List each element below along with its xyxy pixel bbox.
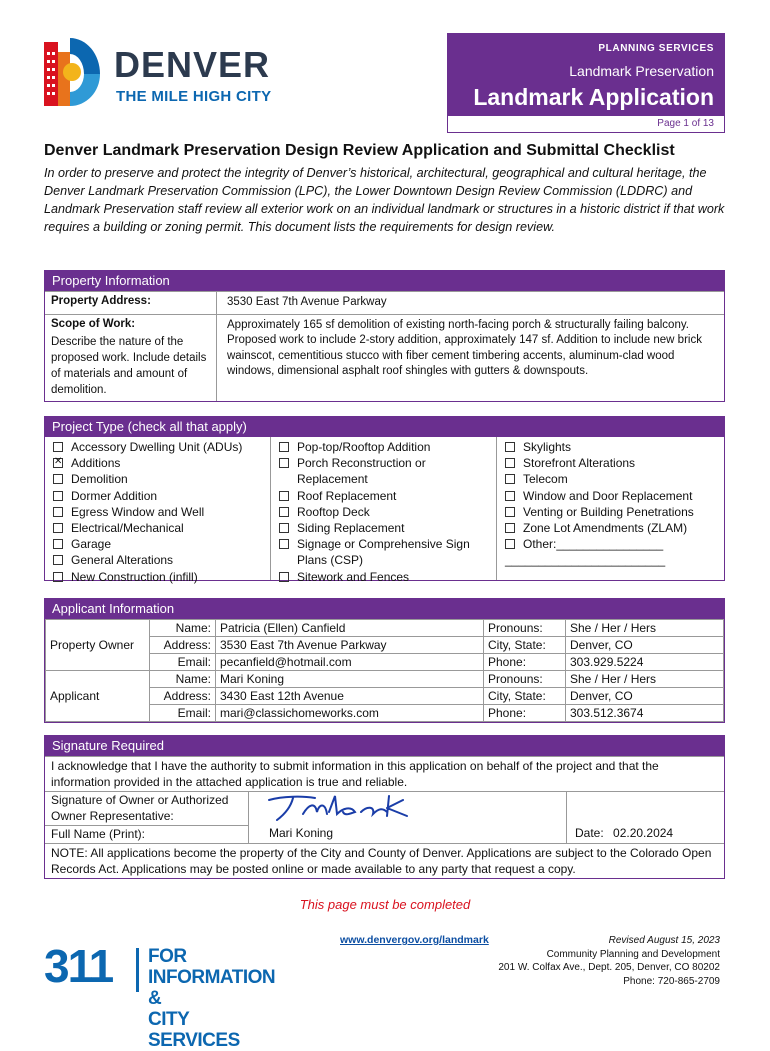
applicant-phone-field[interactable]: 303.512.3674	[566, 705, 724, 722]
checkbox-item[interactable]	[505, 504, 716, 520]
checkbox[interactable]	[279, 507, 289, 517]
applicant-name-field[interactable]: Mari Koning	[216, 671, 484, 688]
checkbox[interactable]	[53, 555, 63, 565]
checkbox[interactable]	[53, 539, 63, 549]
owner-city-field[interactable]: Denver, CO	[566, 637, 724, 654]
checkbox-label: Storefront Alterations	[523, 456, 636, 471]
landmark-website-link[interactable]: www.denvergov.org/landmark	[340, 934, 489, 946]
page-number: Page 1 of 13	[657, 118, 714, 129]
landmark-application-title: Landmark Application	[473, 84, 714, 110]
checkbox-item[interactable]	[505, 455, 716, 471]
project-type-section	[44, 416, 725, 584]
checkbox-label: Siding Replacement	[297, 521, 405, 536]
city-state-key: City, State:	[484, 637, 566, 654]
signature-field[interactable]	[249, 792, 567, 843]
property-information-heading: Property Information	[45, 271, 724, 291]
checkbox-label: Zone Lot Amendments (ZLAM)	[523, 521, 688, 536]
scope-of-work-label-cell	[45, 315, 217, 401]
property-address-label: Property Address:	[45, 292, 217, 314]
owner-email-field[interactable]: pecanfield@hotmail.com	[216, 654, 484, 671]
checkbox[interactable]	[279, 572, 289, 582]
revised-date: Revised August 15, 2023	[608, 935, 720, 946]
checkbox-item[interactable]	[53, 439, 262, 455]
table-row	[46, 671, 724, 688]
owner-pronouns-field[interactable]: She / Her / Hers	[566, 620, 724, 637]
checkbox-label: Sitework and Fences	[297, 569, 410, 584]
checkbox-label: Porch Reconstruction or	[297, 456, 426, 471]
address-key: Address:	[150, 637, 216, 654]
email-key: Email:	[150, 705, 216, 722]
checkbox[interactable]	[279, 539, 289, 549]
checkbox-item[interactable]	[53, 569, 262, 585]
checkbox-label: Rooftop Deck	[297, 504, 370, 519]
checkbox-item[interactable]	[279, 455, 488, 471]
checkbox-item[interactable]	[53, 471, 262, 487]
acknowledgement-text: I acknowledge that I have the authority to submit information in this application on behalf of the project and that the information provided in the attached application is true and reliable.	[45, 756, 724, 791]
checkbox[interactable]	[53, 491, 63, 501]
checkbox-item[interactable]	[279, 439, 488, 455]
for-information-label: FOR INFORMATION &	[148, 946, 276, 1009]
landmark-preservation-label: Landmark Preservation	[569, 63, 714, 79]
records-note: NOTE: All applications become the property of the City and County of Denver. Applications are subject to the Colorado Open Records Act. Applications may be posted online or made available to any party that request a copy.	[45, 843, 724, 878]
date-value[interactable]: 02.20.2024	[613, 826, 674, 840]
scope-of-work-description: Describe the nature of the proposed work. Include details of materials and amount of demolition.	[51, 335, 207, 396]
department-address: 201 W. Colfax Ave., Dept. 205, Denver, CO 80202	[498, 962, 720, 973]
checkbox-checked[interactable]	[53, 458, 63, 468]
project-type-column-1	[45, 437, 271, 584]
applicant-city-field[interactable]: Denver, CO	[566, 688, 724, 705]
logo-tagline: THE MILE HIGH CITY	[116, 88, 272, 105]
checkbox-item[interactable]	[279, 569, 488, 585]
checkbox[interactable]	[53, 442, 63, 452]
full-name-value[interactable]: Mari Koning	[269, 826, 334, 840]
311-divider	[136, 948, 139, 992]
property-owner-label: Property Owner	[46, 620, 150, 671]
document-title: Denver Landmark Preservation Design Review Application and Submittal Checklist	[44, 142, 675, 159]
email-key: Email:	[150, 654, 216, 671]
checkbox-label: Signage or Comprehensive Sign	[297, 537, 470, 552]
checkbox-item[interactable]	[53, 488, 262, 504]
other-input-line[interactable]: ________________________	[505, 553, 666, 568]
signature-label: Signature of Owner or Authorized Owner Representative:	[45, 792, 248, 826]
planning-services-label: PLANNING SERVICES	[598, 43, 714, 54]
department-phone: Phone: 720-865-2709	[623, 975, 720, 987]
denver-logo	[40, 36, 310, 116]
checkbox-item[interactable]	[279, 536, 488, 552]
checkbox[interactable]	[53, 523, 63, 533]
address-key: Address:	[150, 688, 216, 705]
phone-key: Phone:	[484, 654, 566, 671]
applicant-table	[45, 619, 724, 722]
checkbox[interactable]	[53, 507, 63, 517]
checkbox-item[interactable]	[53, 552, 262, 568]
checkbox-label: General Alterations	[71, 553, 174, 568]
checkbox-label: Pop-top/Rooftop Addition	[297, 440, 431, 454]
project-type-columns	[45, 437, 724, 584]
applicant-address-field[interactable]: 3430 East 12th Avenue	[216, 688, 484, 705]
applicant-email-field[interactable]: mari@classichomeworks.com	[216, 705, 484, 722]
applicant-pronouns-field[interactable]: She / Her / Hers	[566, 671, 724, 688]
311-number: 311	[44, 940, 113, 992]
applicant-information-section	[44, 598, 725, 723]
311-logo	[44, 940, 276, 1051]
checkbox-item[interactable]	[505, 520, 716, 536]
checkbox-item[interactable]	[279, 520, 488, 536]
checkbox[interactable]	[279, 491, 289, 501]
scope-of-work-label: Scope of Work:	[51, 317, 136, 330]
signature-heading: Signature Required	[45, 736, 724, 756]
checkbox-label: Egress Window and Well	[71, 504, 205, 519]
must-complete-notice: This page must be completed	[299, 897, 471, 912]
checkbox-label: Dormer Addition	[71, 488, 158, 503]
name-key: Name:	[150, 620, 216, 637]
full-name-label: Full Name (Print):	[51, 827, 146, 841]
checkbox[interactable]	[505, 442, 515, 452]
logo-wordmark: DENVER	[114, 44, 271, 85]
checkbox-label: Roof Replacement	[297, 488, 397, 503]
table-row	[46, 620, 724, 637]
checkbox-label: Telecom	[523, 472, 568, 487]
checkbox[interactable]	[505, 491, 515, 501]
header-box	[447, 33, 725, 133]
header-banner	[448, 34, 724, 116]
date-row[interactable]	[575, 826, 673, 840]
city-state-key: City, State:	[484, 688, 566, 705]
checkbox-label: Other:________________	[523, 537, 664, 552]
pronouns-key: Pronouns:	[484, 620, 566, 637]
phone-key: Phone:	[484, 705, 566, 722]
pronouns-key: Pronouns:	[484, 671, 566, 688]
checkbox-label: Skylights	[523, 440, 572, 454]
checkbox-label: Electrical/Mechanical	[71, 521, 184, 536]
checkbox-label: Additions	[71, 456, 121, 471]
applicant-information-heading: Applicant Information	[45, 599, 724, 619]
date-label: Date:	[575, 826, 604, 840]
owner-name-field[interactable]: Patricia (Ellen) Canfield	[216, 620, 484, 637]
date-cell	[567, 792, 724, 843]
owner-phone-field[interactable]: 303.929.5224	[566, 654, 724, 671]
checkbox[interactable]	[279, 523, 289, 533]
checkbox[interactable]	[279, 458, 289, 468]
checkbox-item[interactable]	[505, 488, 716, 504]
checkbox-item[interactable]	[505, 439, 716, 455]
property-information-section	[44, 270, 725, 402]
intro-text: In order to preserve and protect the integrity of Denver’s historical, architectural, geographical and cultural heritage, the Denver Landmark Preservation Commission (LPC), the Lower Downtown Design Review Commission (LDDRC) and Landmark Preservation staff review all exterior work on an individual landmark or structures in a historic district if that work requires a building or zoning permit. This document lists the requirements for design review.	[44, 166, 725, 234]
property-address-row	[45, 291, 724, 314]
checkbox-item[interactable]	[53, 520, 262, 536]
checkbox-label: Accessory Dwelling Unit (ADUs)	[71, 440, 243, 454]
checkbox[interactable]	[505, 539, 515, 549]
checkbox[interactable]	[505, 507, 515, 517]
checkbox[interactable]	[505, 474, 515, 484]
scope-of-work-field[interactable]: Approximately 165 sf demolition of existing north-facing porch & structurally failing balcony. Proposed work to include 2-story addition, approximately 147 sf. Addition to include new brick wainscot, cementitious stucco with fiber cement timbering accents, aluminum-clad wood windows, dimensional asphalt roof shingles with gutters & downspouts.	[227, 318, 702, 377]
checkbox-label: Venting or Building Penetrations	[523, 504, 694, 519]
signature-grid	[45, 791, 724, 843]
checkbox[interactable]	[279, 442, 289, 452]
311-text	[148, 946, 275, 1051]
handwritten-signature	[263, 792, 433, 826]
city-services-label: CITY SERVICES	[148, 1009, 240, 1051]
department-name: Community Planning and Development	[546, 948, 720, 960]
checkbox-label: Garage	[71, 537, 112, 552]
checkbox-label-continued: Plans (CSP)	[297, 553, 364, 568]
project-type-column-3	[497, 437, 724, 580]
project-type-column-2	[271, 437, 497, 584]
footer-contact	[498, 934, 720, 988]
scope-of-work-row	[45, 314, 724, 401]
name-key: Name:	[150, 671, 216, 688]
denver-logo-icon	[44, 38, 100, 110]
checkbox-item[interactable]	[53, 504, 262, 520]
checkbox-item[interactable]	[505, 471, 716, 487]
checkbox-item[interactable]	[53, 455, 262, 471]
checkbox-label: New Construction (infill)	[71, 569, 198, 584]
signature-labels	[45, 792, 249, 843]
owner-address-field[interactable]: 3530 East 7th Avenue Parkway	[216, 637, 484, 654]
checkbox-label: Demolition	[71, 472, 128, 487]
checkbox-item[interactable]	[53, 536, 262, 552]
checkbox[interactable]	[505, 458, 515, 468]
checkbox-item[interactable]	[279, 504, 488, 520]
checkbox[interactable]	[505, 523, 515, 533]
checkbox-item[interactable]	[505, 536, 716, 552]
applicant-label: Applicant	[46, 671, 150, 722]
checkbox-label-continued: Replacement	[297, 472, 368, 487]
signature-section	[44, 735, 725, 879]
property-address-field[interactable]: 3530 East 7th Avenue Parkway	[227, 296, 387, 308]
project-type-heading: Project Type (check all that apply)	[45, 417, 724, 437]
checkbox[interactable]	[53, 572, 63, 582]
checkbox-item[interactable]	[279, 488, 488, 504]
checkbox[interactable]	[53, 474, 63, 484]
checkbox-label: Window and Door Replacement	[523, 488, 693, 503]
